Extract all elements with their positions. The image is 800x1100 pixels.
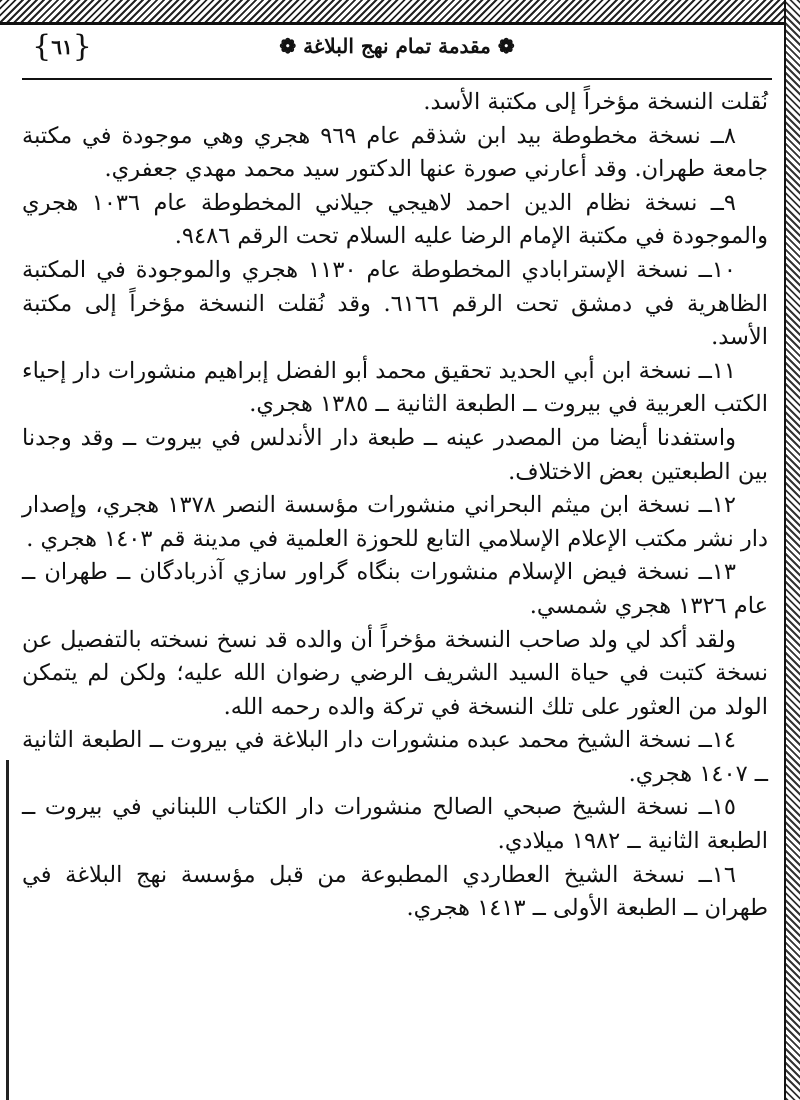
paragraph: ١٥ــ نسخة الشيخ صبحي الصالح منشورات دار الكتاب اللبناني في بيروت ــ الطبعة الثانية ــ ١٩٨٢ ميلادي. bbox=[22, 794, 768, 855]
paragraph: ١٣ــ نسخة فيض الإسلام منشورات بنگاه گراور سازي آذربادگان ــ طهران ــ عام ١٣٢٦ هجري شمسي. bbox=[22, 559, 768, 619]
paragraph: ولقد أكد لي ولد صاحب النسخة مؤخراً أن والده قد نسخ نسخته بالتفصيل عن نسخة كتبت في حياة السيد الشريف الرضي رضوان الله عليه؛ ولكن لم يتمكن الولد من العثور على تلك النسخة في تركة والده رحمه الله. bbox=[22, 626, 768, 720]
left-edge-line bbox=[6, 760, 9, 1100]
paragraph: ١٦ــ نسخة الشيخ العطاردي المطبوعة من قبل مؤسسة نهج البلاغة في طهران ــ الطبعة الأولى ــ ١٤١٣ هجري. bbox=[22, 861, 768, 922]
paragraph: ١٢ــ نسخة ابن ميثم البحراني منشورات مؤسسة النصر ١٣٧٨ هجري، وإصدار دار نشر مكتب الإعلام الإسلامي التابع للحوزة العلمية في مدينة قم ١٤٠٣ هجري . bbox=[22, 492, 768, 552]
header-rule bbox=[22, 78, 772, 80]
paragraph: ١٠ــ نسخة الإسترابادي المخطوطة عام ١١٣٠ هجري والموجودة في المكتبة الظاهرية في دمشق تحت الرقم ٦١٦٦. وقد نُقلت النسخة مؤخراً إلى مكتبة الأسد. bbox=[22, 256, 768, 351]
right-decorative-border bbox=[784, 0, 800, 1100]
paragraph: ٨ــ نسخة مخطوطة بيد ابن شذقم عام ٩٦٩ هجري وهي موجودة في مكتبة جامعة طهران. وقد أعارني صورة عنها الدكتور سيد محمد مهدي جعفري. bbox=[22, 122, 768, 183]
page-header bbox=[22, 30, 772, 72]
body-text bbox=[22, 86, 768, 926]
top-decorative-border bbox=[0, 0, 800, 25]
page-number-box bbox=[22, 30, 102, 64]
page-number: ٦١ bbox=[51, 35, 73, 59]
paragraph: واستفدنا أيضا من المصدر عينه ــ طبعة دار الأندلس في بيروت ــ وقد وجدنا بين الطبعتين بعض الاختلاف. bbox=[22, 424, 768, 485]
paragraph: ٩ــ نسخة نظام الدين احمد لاهيجي جيلاني المخطوطة عام ١٠٣٦ هجري والموجودة في مكتبة الإمام الرضا عليه السلام تحت الرقم ٩٤٨٦. bbox=[22, 189, 768, 250]
running-title: ❁ مقدمة تمام نهج البلاغة ❁ bbox=[279, 34, 515, 58]
left-brace-icon: { bbox=[32, 29, 52, 64]
paragraph: ١١ــ نسخة ابن أبي الحديد تحقيق محمد أبو الفضل إبراهيم منشورات دار إحياء الكتب العربية في بيروت ــ الطبعة الثانية ــ ١٣٨٥ هجري. bbox=[22, 357, 768, 418]
paragraph: نُقلت النسخة مؤخراً إلى مكتبة الأسد. bbox=[423, 89, 768, 115]
paragraph: ١٤ــ نسخة الشيخ محمد عبده منشورات دار البلاغة في بيروت ــ الطبعة الثانية ــ ١٤٠٧ هجري. bbox=[22, 727, 768, 787]
right-brace-icon: } bbox=[72, 29, 92, 64]
